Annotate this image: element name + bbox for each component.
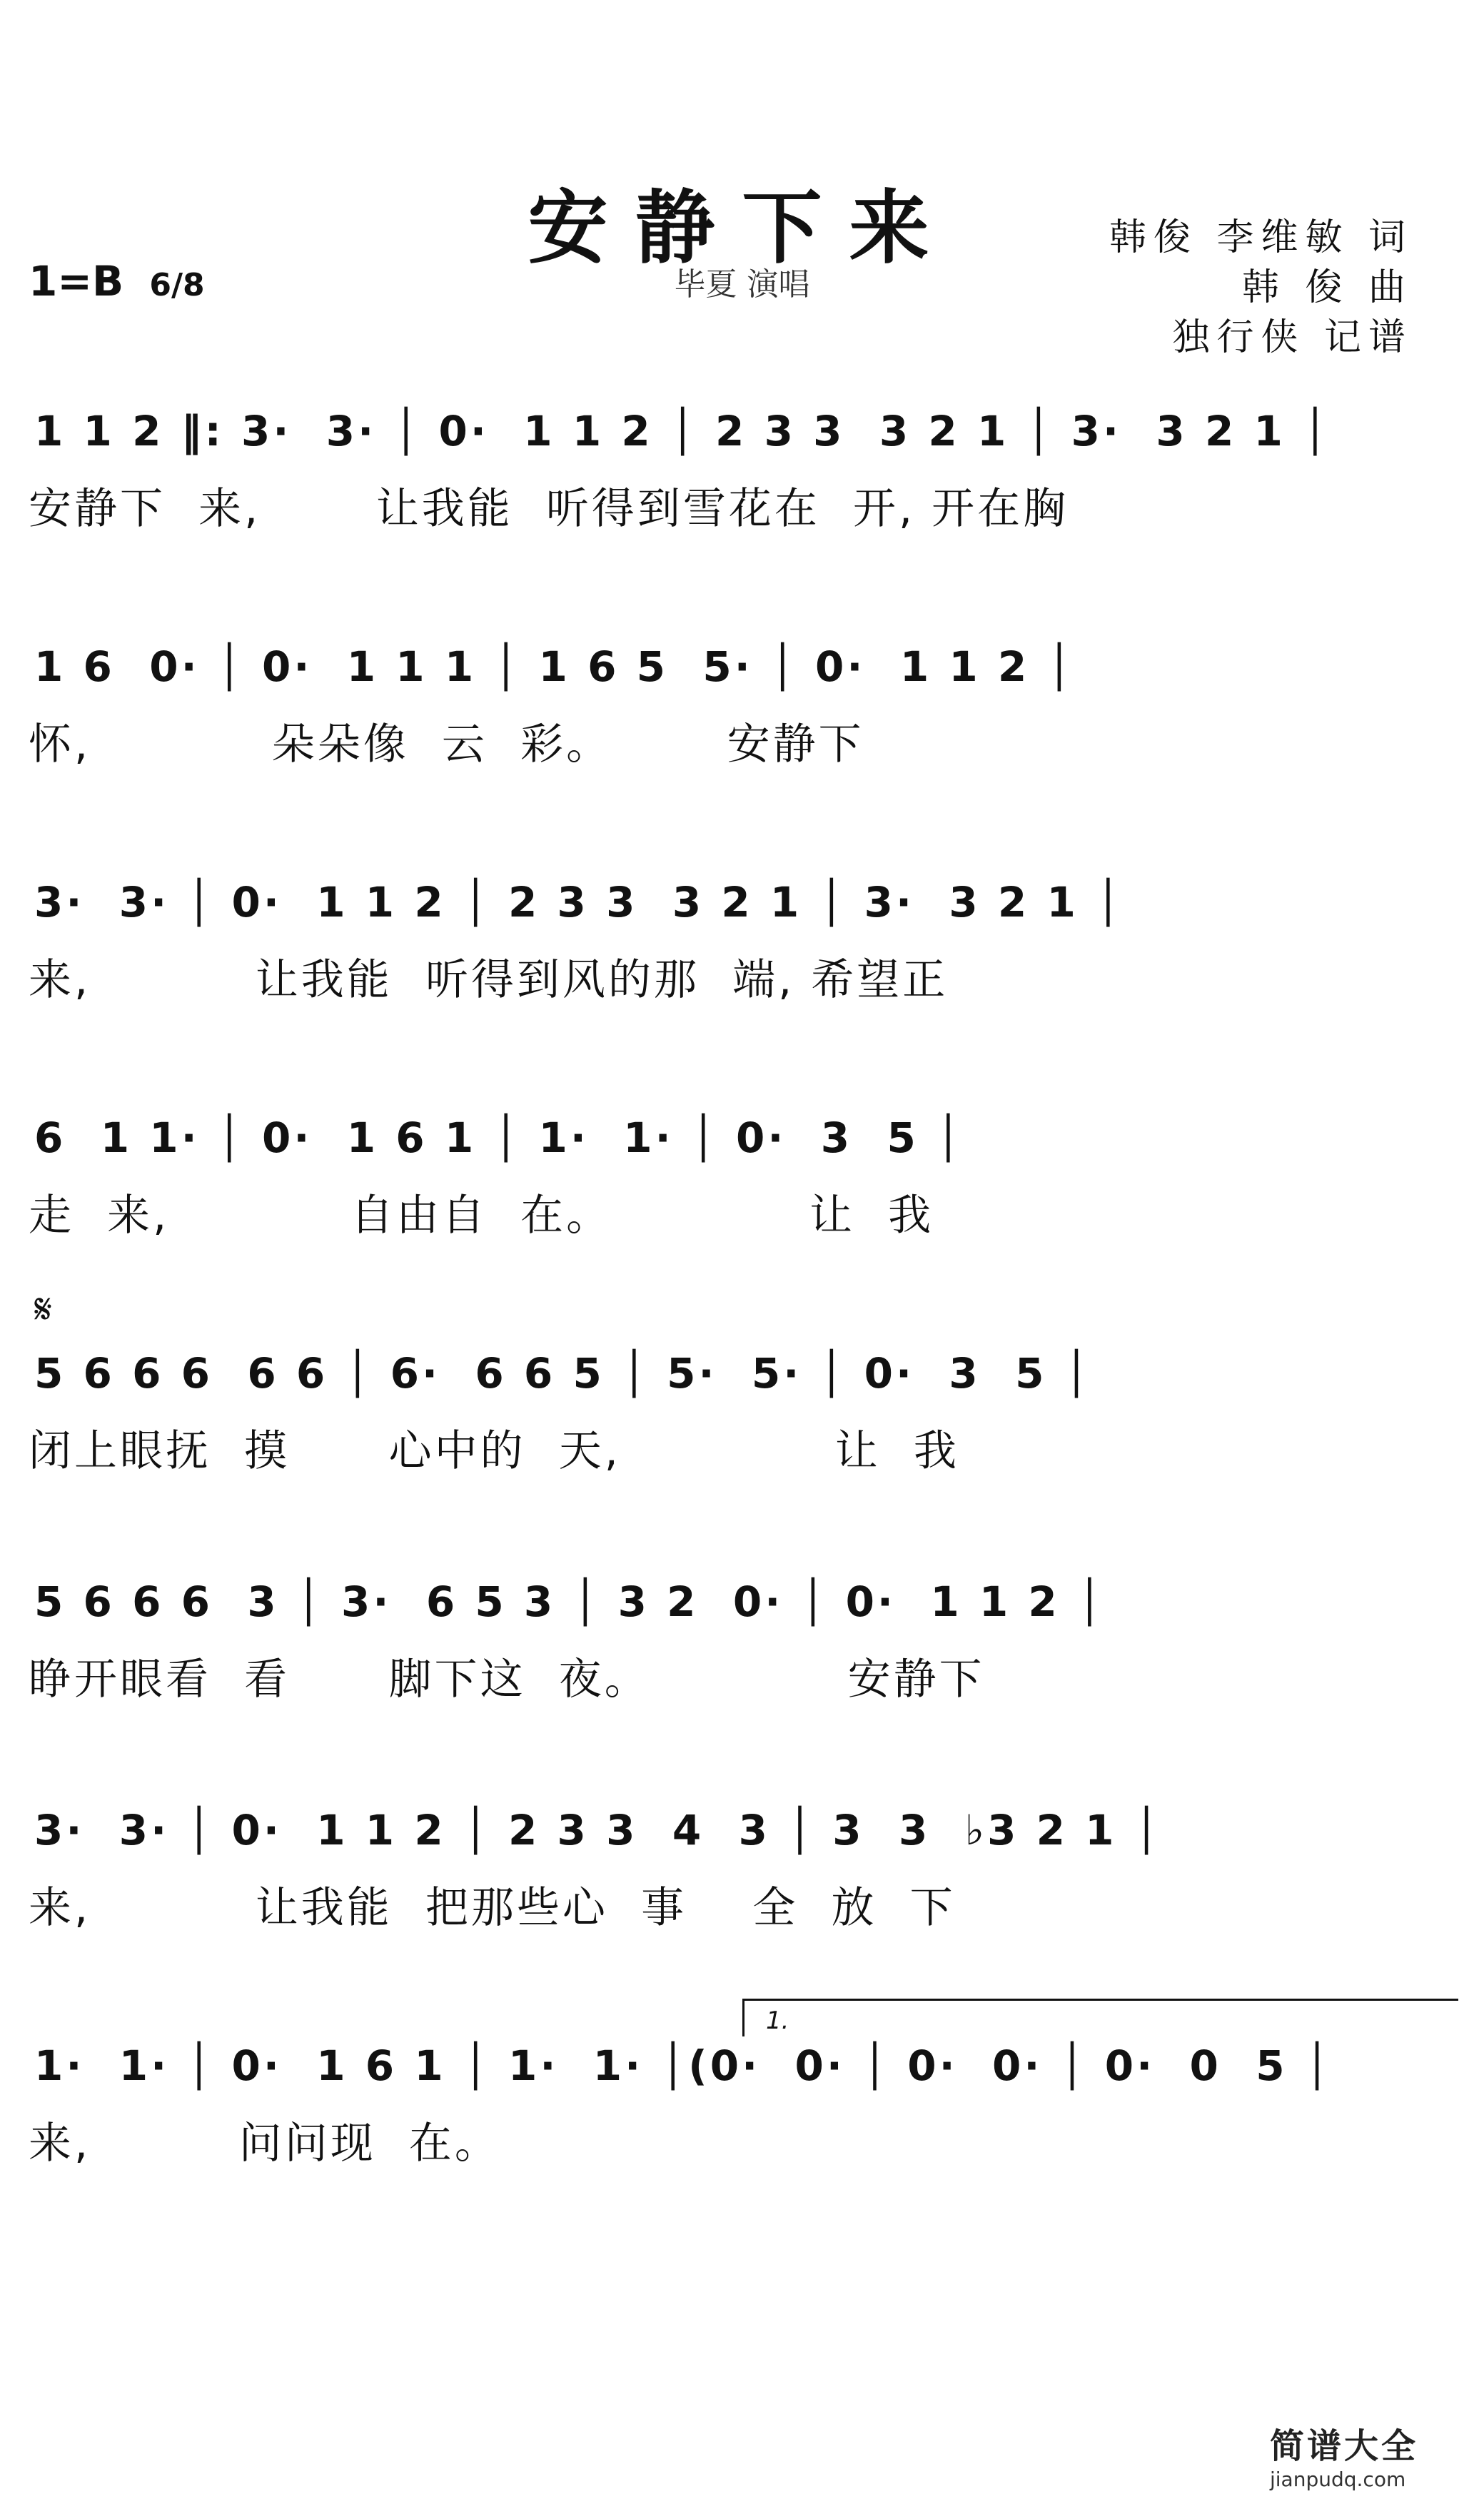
time-signature: 6/8: [149, 267, 205, 303]
system-5-lyrics: 闭上眼抚 摸 心中的 天, 让 我: [29, 1426, 959, 1476]
system-7-lyrics: 来, 让我能 把那些心 事 全 放 下: [29, 1883, 956, 1933]
composer-credit: 韩 俊 曲: [1241, 266, 1413, 309]
key-signature: [29, 257, 205, 306]
system-4-lyrics: 走 来, 自由自 在。 让 我: [29, 1191, 934, 1241]
key-label: 1=B: [29, 257, 124, 306]
transcriber-credit: 独行侠 记谱: [1172, 316, 1413, 359]
system-2-notes: 1 6 0· │ 0· 1 1 1 │ 1 6 5 5· │ 0· 1 1 2 │: [34, 642, 1075, 691]
logo-text: 简谱大全: [1270, 2426, 1419, 2466]
system-3-lyrics: 来, 让我能 听得到风的那 端, 希望正: [29, 955, 949, 1005]
system-6-notes: 5 6 6 6 3 │ 3· 6 5 3 │ 3 2 0· │ 0· 1 1 2 │: [34, 1577, 1105, 1626]
volta-label: 1.: [766, 2006, 789, 2035]
segno-sign: 𝄋: [34, 1285, 52, 1333]
system-6-lyrics: 睁开眼看 看 脚下这 夜。 安静下: [29, 1655, 985, 1705]
system-7-notes: 3· 3· │ 0· 1 1 2 │ 2 3 3 4 3 │ 3 3 ♭3 2 1 │: [34, 1806, 1162, 1854]
page-title: 安静下来: [528, 181, 956, 275]
logo-url: jianpudq.com: [1270, 2468, 1406, 2491]
system-8-lyrics: 来, 问问现 在。: [29, 2119, 500, 2169]
volta-bracket: [742, 1999, 1458, 2036]
site-logo: [1270, 2418, 1455, 2490]
lyricist-credit: 韩俊 李维敏 词: [1109, 216, 1413, 259]
system-2-lyrics: 怀, 朵朵像 云 彩。 安静下: [29, 720, 864, 769]
system-3-notes: 3· 3· │ 0· 1 1 2 │ 2 3 3 3 2 1 │ 3· 3 2 1 │: [34, 878, 1124, 927]
singer-credit: 毕夏 演唱: [674, 266, 810, 303]
system-4-notes: 6 1 1· │ 0· 1 6 1 │ 1· 1· │ 0· 3 5 │: [34, 1114, 964, 1162]
system-1-lyrics: 安静下 来, 让我能 听得到雪花在 开, 开在胸: [29, 484, 1069, 534]
system-5-notes: 5 6 6 6 6 6 │ 6· 6 6 5 │ 5· 5· │ 0· 3 5 │: [34, 1349, 1092, 1398]
system-8-notes: 1· 1· │ 0· 1 6 1 │ 1· 1· │(0· 0· │ 0· 0· │ 0· 0 5 │: [34, 2041, 1333, 2090]
system-1-notes: 1 1 2 ‖: 3· 3· │ 0· 1 1 2 │ 2 3 3 3 2 1 │ 3· 3 2 1 │: [34, 407, 1331, 455]
